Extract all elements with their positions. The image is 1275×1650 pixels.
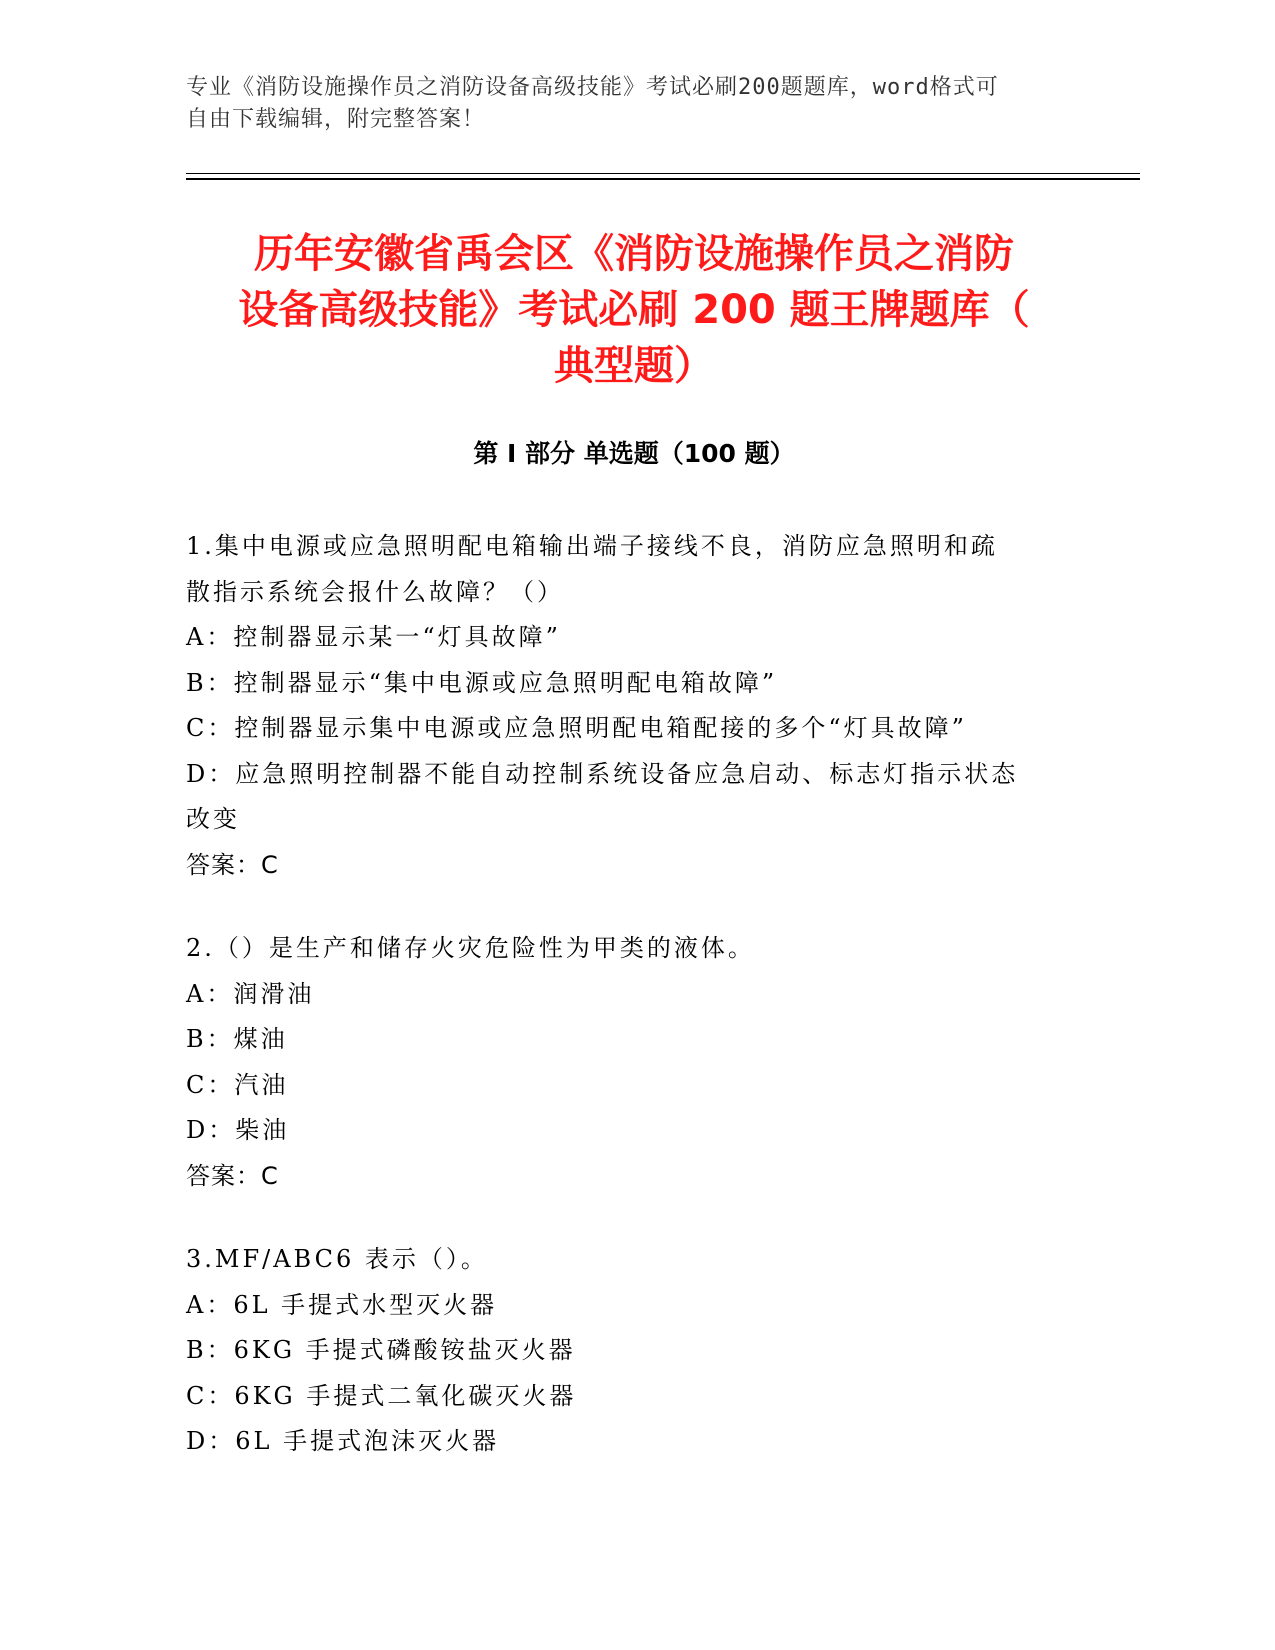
- intro-line-1: 专业《消防设施操作员之消防设备高级技能》考试必刷200题题库，word格式可: [186, 75, 999, 100]
- option-c: C：汽油: [186, 1070, 289, 1099]
- option-a: A：润滑油: [186, 979, 315, 1008]
- option-c: C：6KG 手提式二氧化碳灭火器: [186, 1381, 577, 1410]
- answer-label: 答案：C: [186, 850, 279, 879]
- option-c: C：控制器显示集中电源或应急照明配电箱配接的多个“灯具故障”: [186, 714, 967, 742]
- title-line-1: 历年安徽省禹会区《消防设施操作员之消防: [254, 231, 1014, 277]
- option-d: D：柴油: [186, 1116, 290, 1144]
- page-title: [186, 226, 1082, 394]
- question-1: [186, 524, 1066, 888]
- title-line-2: 设备高级技能》考试必刷 200 题王牌题库（: [238, 287, 1030, 333]
- option-a: A：控制器显示某一“灯具故障”: [186, 623, 561, 651]
- answer-label: 答案：C: [186, 1161, 279, 1190]
- section-heading: 第 I 部分 单选题（100 题）: [473, 439, 795, 468]
- intro-line-2: 自由下载编辑，附完整答案！: [186, 107, 486, 132]
- question-stem-continued: 散指示系统会报什么故障？（）: [186, 577, 564, 606]
- option-d: D：6L 手提式泡沫灭火器: [186, 1427, 500, 1455]
- title-line-3: 典型题）: [554, 343, 714, 389]
- question-stem: 3.MF/ABC6 表示（）。: [186, 1245, 488, 1273]
- question-stem: 2.（）是生产和储存火灾危险性为甲类的液体。: [186, 934, 755, 962]
- option-a: A：6L 手提式水型灭火器: [186, 1290, 498, 1319]
- intro-text: [186, 72, 1076, 136]
- option-b: B：控制器显示“集中电源或应急照明配电箱故障”: [186, 668, 778, 697]
- question-stem: 1.集中电源或应急照明配电箱输出端子接线不良，消防应急照明和疏: [186, 532, 998, 560]
- option-b: B：6KG 手提式磷酸铵盐灭火器: [186, 1336, 576, 1364]
- header-divider-thin: [186, 173, 1140, 174]
- header-divider-thick: [186, 178, 1140, 180]
- question-3: [186, 1237, 1066, 1465]
- option-d: D：应急照明控制器不能自动控制系统设备应急启动、标志灯指示状态: [186, 759, 1019, 788]
- option-b: B：煤油: [186, 1025, 288, 1053]
- option-d-continued: 改变: [186, 805, 240, 833]
- question-list: [186, 524, 1066, 1503]
- question-2: [186, 926, 1066, 1199]
